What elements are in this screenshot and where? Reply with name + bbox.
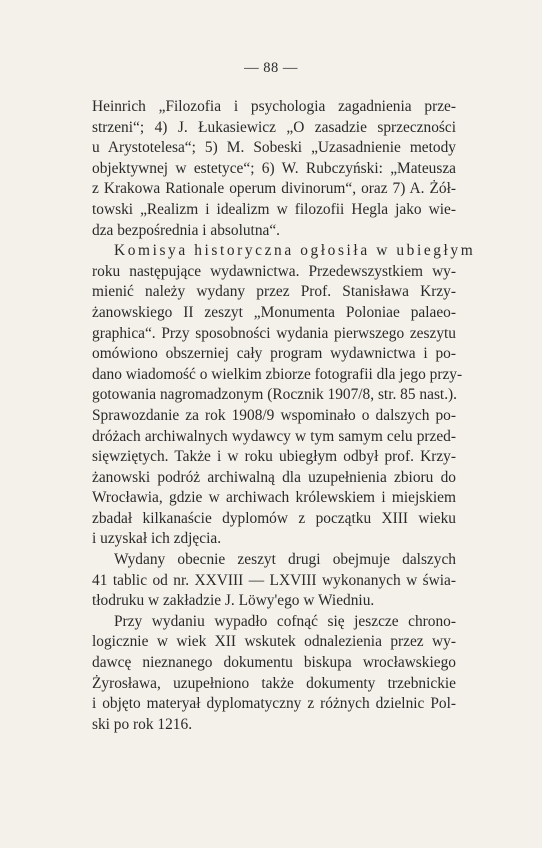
text-line: żanowskiego II zeszyt „Monumenta Poloniae palaeo- [92, 303, 456, 321]
text-line: towski „Realizm i idealizm w filozofii Hegla jako wie- [92, 200, 456, 218]
page-number: — 88 — [244, 60, 298, 76]
text-line: Wrocławia, gdzie w archiwach królewskiem i miejskiem [92, 489, 456, 507]
text-line: 41 tablic od nr. XXVIII — LXVIII wykonanych w świa- [92, 571, 456, 589]
text-line: z Krakowa Rationale operum divinorum“, oraz 7) A. Żół- [92, 180, 456, 198]
text-line: dano wiadomość o wielkim zbiorze fotografii dla jego przy- [92, 365, 463, 383]
text-line: Wydany obecnie zeszyt drugi obejmuje dalszych [114, 551, 456, 569]
text-line: logicznie w wiek XII wskutek odnalezienia przez wy- [92, 633, 456, 651]
text-line: Żyrosława, uzupełniono także dokumenty trzebnickie [92, 674, 456, 692]
text-line: graphica“. Przy sposobności wydania pierwszego zeszytu [92, 324, 456, 342]
text-line: mienić należy wydany przez Prof. Stanisława Krzy- [92, 283, 456, 301]
text-line: tłodruku w zakładzie J. Löwy'ego w Wiedniu. [92, 592, 375, 610]
text-line: ski po rok 1216. [92, 715, 193, 733]
text-line: Komisya historyczna ogłosiła w ubiegłym [114, 242, 476, 260]
text-line: i uzyskał ich zdjęcia. [92, 530, 222, 548]
text-line: roku następujące wydawnictwa. Przedewszystkiem wy- [92, 262, 456, 280]
body-text [92, 97, 476, 735]
text-line: i objęto materyał dyplomatyczny z różnych dzielnic Pol- [92, 695, 456, 713]
text-line: zbadał kilkanaście dyplomów z początku XIII wieku [92, 509, 456, 527]
text-line: Heinrich „Filozofia i psychologia zagadnienia prze- [92, 98, 456, 115]
text-line: objektywnej w estetyce“; 6) W. Rubczyński: „Mateusza [92, 159, 456, 177]
text-line: gotowania nagromadzonym (Rocznik 1907/8, str. 85 nast.). [92, 386, 458, 404]
text-line: dawcę nieznanego dokumentu biskupa wrocławskiego [92, 654, 456, 672]
text-line: omówiono obszerniej cały program wydawnictwa i po- [92, 345, 456, 363]
text-line: dróżach archiwalnych wydawcy w tym samym celu przed- [92, 427, 456, 445]
text-line: dza bezpośrednia i absolutna“. [92, 221, 281, 239]
text-line: u Arystotelesa“; 5) M. Sobeski „Uzasadnienie metody [92, 139, 456, 157]
text-line: sięwziętych. Także i w roku ubiegłym odbył prof. Krzy- [92, 448, 456, 466]
text-line: żanowski podróż archiwalną dla uzupełnienia zbioru do [92, 468, 456, 486]
text-line: Przy wydaniu wypadło cofnąć się jeszcze chrono- [114, 612, 456, 630]
text-line: strzeni“; 4) J. Łukasiewicz „O zasadzie sprzeczności [92, 118, 456, 136]
text-line: Sprawozdanie za rok 1908/9 wspominało o dalszych po- [92, 406, 456, 424]
